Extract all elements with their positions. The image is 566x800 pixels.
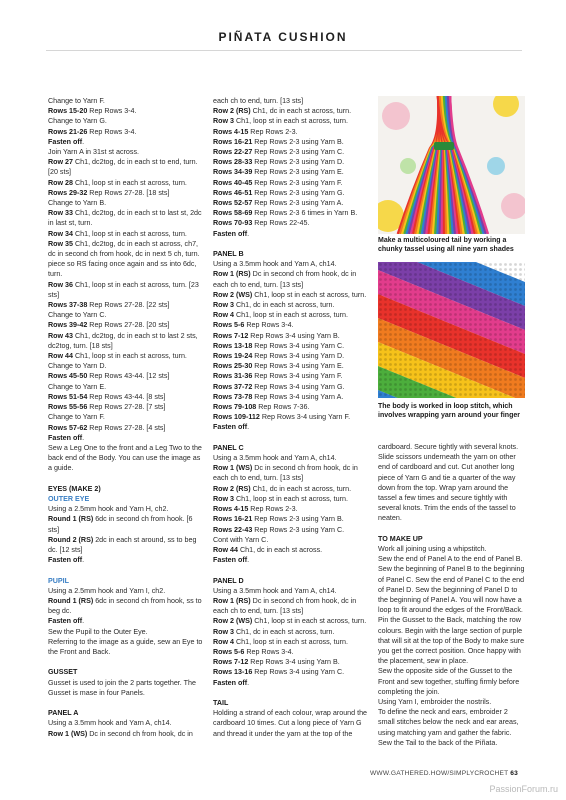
row-instruction: Ch1, dc2tog, dc in each st to last st, 2dc in last st, turn. xyxy=(48,209,202,228)
row-label: Rows 21-26 xyxy=(48,127,88,136)
row-instruction: Rep Rows 3-4 using Yarn F. xyxy=(252,372,343,381)
instruction-text: To define the neck and ears, embroider 2 small stitches below the neck and ear areas, using matching yarn and gather the fabric. xyxy=(378,708,519,737)
row-label: Rows 7-12 xyxy=(213,658,249,667)
row-label: Row 36 xyxy=(48,280,73,289)
instruction-text: Referring to the image as a guide, sew an Eye to the Front and Back. xyxy=(48,637,203,656)
pattern-row xyxy=(48,188,203,198)
pattern-row xyxy=(48,229,203,239)
pattern-row xyxy=(213,371,370,381)
paragraph-gap xyxy=(213,688,370,698)
pattern-row xyxy=(213,392,370,402)
pattern-row xyxy=(213,514,370,524)
pattern-row xyxy=(213,310,370,320)
paragraph-gap xyxy=(48,565,203,575)
row-label: Rows 4-15 xyxy=(213,505,249,514)
row-label: Rows 5-6 xyxy=(213,647,245,656)
row-label: Row 3 xyxy=(213,627,235,636)
watermark: PassionForum.ru xyxy=(489,784,558,794)
instruction-text: Change to Yarn C. xyxy=(48,311,107,320)
row-label: Fasten off xyxy=(213,678,248,687)
pattern-row xyxy=(213,116,370,126)
paragraph-gap xyxy=(213,239,370,249)
row-label: Rows 25-30 xyxy=(213,362,253,371)
pattern-row xyxy=(48,106,203,116)
row-label: Row 2 (WS) xyxy=(213,617,253,626)
row-instruction: Rep Rows 27-28. [18 sts] xyxy=(87,188,170,197)
pattern-row xyxy=(48,433,203,443)
row-instruction: Ch1, dc in each st across, turn. xyxy=(250,107,352,116)
row-label: Fasten off xyxy=(213,556,248,565)
row-instruction: Rep Rows 2-3. xyxy=(248,505,298,514)
pattern-row xyxy=(213,106,370,116)
pattern-row xyxy=(213,667,370,677)
row-label: Row 1 (WS) xyxy=(48,729,88,738)
row-label: Rows 28-33 xyxy=(213,158,253,167)
pattern-row xyxy=(213,504,370,514)
instruction-text: Sew the Tail to the back of the Piñata. xyxy=(378,738,498,747)
pattern-row xyxy=(48,137,203,147)
row-label: Rows 13-18 xyxy=(213,341,253,350)
row-instruction: Rep Rows 2-3 using Yarn C. xyxy=(252,525,345,534)
row-instruction: Rep Rows 3-4 using Yarn A. xyxy=(252,392,344,401)
instruction-text: Change to Yarn F. xyxy=(48,413,105,422)
row-label: Fasten off xyxy=(213,423,248,432)
instruction-text: Using a 2.5mm hook and Yarn H, ch2. xyxy=(48,505,169,514)
pattern-row xyxy=(48,127,203,137)
instruction-text: Change to Yarn B. xyxy=(48,199,107,208)
row-label: Rows 70-93 xyxy=(213,219,253,228)
row-label: Rows 13-16 xyxy=(213,668,253,677)
row-label: Row 3 xyxy=(213,494,235,503)
row-label: Fasten off xyxy=(48,433,83,442)
row-instruction: Ch1, loop st in each st across, turn. [23 sts] xyxy=(48,280,199,299)
section-heading: TO MAKE UP xyxy=(378,534,423,543)
row-instruction: . xyxy=(247,229,250,238)
row-instruction: Rep Rows 2-3 using Yarn G. xyxy=(252,188,345,197)
row-instruction: Ch1, dc2tog, dc in each st across, ch7, dc in second ch from hook, dc in next 5 ch, turn. piece so RS facing once again and ss into 6dc, turn. xyxy=(48,239,200,279)
pattern-row xyxy=(213,678,370,688)
sub-heading: OUTER EYE xyxy=(48,494,90,503)
row-label: Row 1 (RS) xyxy=(213,596,251,605)
row-instruction: Rep Rows 43-44. [12 sts] xyxy=(87,372,170,381)
row-label: Row 2 (WS) xyxy=(213,290,253,299)
row-label: Row 28 xyxy=(48,178,73,187)
row-label: Rows 22-43 xyxy=(213,525,253,534)
row-instruction: Rep Rows 22-45. xyxy=(252,219,310,228)
pattern-row xyxy=(48,371,203,381)
row-instruction: Ch1, dc in each st across. xyxy=(238,545,323,554)
pattern-row xyxy=(213,341,370,351)
paragraph-gap xyxy=(378,524,525,534)
row-instruction: . xyxy=(82,433,85,442)
pattern-row xyxy=(213,422,370,432)
row-instruction: Ch1, loop st in each st across, turn. xyxy=(234,494,348,503)
row-instruction: Rep Rows 2-3 using Yarn D. xyxy=(252,158,345,167)
pattern-row xyxy=(48,208,203,228)
pattern-row xyxy=(213,402,370,412)
pattern-row xyxy=(213,229,370,239)
pattern-row xyxy=(48,555,203,565)
row-label: Row 44 xyxy=(48,352,73,361)
row-label: Rows 58-69 xyxy=(213,209,253,218)
row-instruction: Ch1, loop st in each st across, turn. xyxy=(73,178,187,187)
pattern-row xyxy=(213,157,370,167)
row-instruction: Rep Rows 3-4 using Yarn E. xyxy=(252,362,344,371)
row-instruction: Rep Rows 3-4 using Yarn B. xyxy=(248,658,340,667)
row-label: Rows 45-50 xyxy=(48,372,88,381)
row-label: Rows 7-12 xyxy=(213,331,249,340)
row-label: Rows 39-42 xyxy=(48,321,88,330)
row-instruction: Ch1, loop st in each st across, turn. xyxy=(73,352,187,361)
tassel-photo xyxy=(378,96,525,234)
pattern-row xyxy=(213,637,370,647)
row-label: Row 4 xyxy=(213,311,235,320)
row-instruction: . xyxy=(82,617,85,626)
row-label: Rows 19-24 xyxy=(213,352,253,361)
row-instruction: Rep Rows 43-44. [8 sts] xyxy=(87,392,166,401)
pattern-row xyxy=(48,729,203,739)
pattern-row xyxy=(213,331,370,341)
instruction-text: Change to Yarn G. xyxy=(48,117,107,126)
instruction-text: Using a 2.5mm hook and Yarn I, ch2. xyxy=(48,586,166,595)
pattern-row xyxy=(213,545,370,555)
row-instruction: Rep Rows 27-28. [20 sts] xyxy=(87,321,170,330)
instruction-text: Change to Yarn D. xyxy=(48,362,107,371)
row-label: Fasten off xyxy=(213,229,248,238)
pattern-row xyxy=(48,514,203,534)
row-label: Round 1 (RS) xyxy=(48,515,94,524)
pattern-row xyxy=(213,198,370,208)
row-instruction: Ch1, loop st in each st across, turn. xyxy=(252,617,367,626)
row-instruction: Rep Rows 27-28. [4 sts] xyxy=(87,423,166,432)
pattern-row xyxy=(48,239,203,280)
row-label: Row 4 xyxy=(213,637,235,646)
paragraph-gap xyxy=(48,698,203,708)
row-instruction: Rep Rows 3-4. xyxy=(244,321,294,330)
row-instruction: Ch1, dc2tog, dc in each st to last 2 sts, dc2tog, turn. [18 sts] xyxy=(48,331,198,350)
row-label: Rows 57-62 xyxy=(48,423,88,432)
instruction-text: Sew the Pupil to the Outer Eye. xyxy=(48,627,148,636)
pattern-row xyxy=(213,351,370,361)
row-label: Row 3 xyxy=(213,301,235,310)
pattern-row xyxy=(213,463,370,483)
row-instruction: Rep Rows 7-36. xyxy=(256,403,310,412)
page-title: PIÑATA CUSHION xyxy=(218,30,348,44)
row-instruction: Rep Rows 3-4 using Yarn G. xyxy=(252,382,345,391)
instruction-text: Cont with Yarn C. xyxy=(213,535,269,544)
row-label: Round 2 (RS) xyxy=(48,535,94,544)
rainbow-stripes-illustration xyxy=(378,262,525,398)
row-label: Row 1 (WS) xyxy=(213,464,253,473)
row-instruction: . xyxy=(82,556,85,565)
pattern-row xyxy=(213,137,370,147)
row-instruction: Rep Rows 2-3 using Yarn C. xyxy=(252,148,345,157)
pattern-row xyxy=(213,178,370,188)
instruction-text: Using a 3.5mm hook and Yarn A, ch14. xyxy=(213,454,337,463)
row-instruction: Rep Rows 2-3. xyxy=(248,127,298,136)
pattern-row xyxy=(213,657,370,667)
instruction-text: Sew the opposite side of the Gusset to the Front and sew together, stuffing firmly before completing the join. xyxy=(378,667,520,696)
row-instruction: 6dc in second ch from hook. [6 sts] xyxy=(48,515,193,534)
row-label: Row 1 (RS) xyxy=(213,270,251,279)
row-instruction: Ch1, loop st in each st across, turn. xyxy=(234,637,348,646)
photo-caption-2: The body is worked in loop stitch, which involves wrapping yarn around your finger xyxy=(378,403,520,420)
pattern-row xyxy=(213,525,370,535)
section-heading: TAIL xyxy=(213,698,229,707)
pattern-row xyxy=(213,647,370,657)
row-instruction: Rep Rows 2-3 using Yarn B. xyxy=(252,137,344,146)
row-label: Rows 22-27 xyxy=(213,148,253,157)
footer-url: WWW.GATHERED.HOW/SIMPLYCROCHET xyxy=(369,770,509,777)
row-instruction: Dc in second ch from hook, dc in xyxy=(87,729,193,738)
row-label: Rows 16-21 xyxy=(213,137,253,146)
row-instruction: Ch1, dc in each st across, turn. xyxy=(234,627,335,636)
row-instruction: . xyxy=(247,556,250,565)
pattern-row xyxy=(213,147,370,157)
pattern-row xyxy=(48,178,203,188)
pattern-row xyxy=(48,331,203,351)
row-label: Rows 29-32 xyxy=(48,188,88,197)
row-instruction: Rep Rows 2-3 using Yarn E. xyxy=(252,168,344,177)
row-instruction: Ch1, dc in each st across, turn. xyxy=(234,301,335,310)
row-label: Row 35 xyxy=(48,239,73,248)
pattern-row xyxy=(213,218,370,228)
pattern-row xyxy=(48,535,203,555)
header-rule xyxy=(46,50,522,51)
section-heading: PANEL A xyxy=(48,709,79,718)
row-instruction: Rep Rows 3-4. xyxy=(87,127,137,136)
instruction-text: Using a 3.5mm hook and Yarn A, ch14. xyxy=(213,260,337,269)
instruction-text: each ch to end, turn. [13 sts] xyxy=(213,97,304,105)
footer xyxy=(370,770,518,777)
pattern-row xyxy=(213,596,370,616)
instruction-text: Sew the end of Panel A to the end of Panel B. Sew the beginning of Panel B to the beginning of Panel C. Sew the end of Panel C to the end of Panel D. Sew the beginning of Panel D to the beginning of Panel A. You will now have a loop to fit around the edges of the Front/Back. xyxy=(378,555,525,615)
row-instruction: Ch1, dc in each st across, turn. xyxy=(250,484,352,493)
row-label: Rows 73-78 xyxy=(213,392,253,401)
row-instruction: Rep Rows 2-3 using Yarn A. xyxy=(252,199,344,208)
text-column-1 xyxy=(48,96,203,739)
row-instruction: Rep Rows 3-4 using Yarn C. xyxy=(252,341,345,350)
row-instruction: Rep Rows 27-28. [22 sts] xyxy=(87,301,170,310)
instruction-text: Pin the Gusset to the Back, matching the row colours. Begin with the large section of purple that will sit at the top of the Body to make sure you get the correct position. Once happy with the placement, sew in place. xyxy=(378,616,525,666)
pattern-row xyxy=(48,392,203,402)
pattern-row xyxy=(213,494,370,504)
header-bar xyxy=(0,0,566,22)
row-instruction: Ch1, loop st in each st across, turn. xyxy=(252,290,367,299)
row-instruction: . xyxy=(82,137,85,146)
pattern-row xyxy=(213,361,370,371)
row-label: Rows 34-39 xyxy=(213,168,253,177)
row-label: Fasten off xyxy=(48,556,83,565)
pattern-row xyxy=(213,382,370,392)
row-label: Rows 15-20 xyxy=(48,107,88,116)
row-instruction: Rep Rows 3-4 using Yarn B. xyxy=(248,331,340,340)
pattern-row xyxy=(213,300,370,310)
instruction-text: Join Yarn A in 31st st across. xyxy=(48,148,140,157)
section-heading: PANEL D xyxy=(213,576,244,585)
row-label: Rows 4-15 xyxy=(213,127,249,136)
row-instruction: Rep Rows 3-4. xyxy=(87,107,137,116)
row-instruction: 2dc in each st around, ss to beg dc. [12 sts] xyxy=(48,535,197,554)
pattern-row xyxy=(48,280,203,300)
row-label: Rows 5-6 xyxy=(213,321,245,330)
instruction-text: Work all joining using a whipstitch. xyxy=(378,545,487,554)
row-instruction: Rep Rows 3-4 using Yarn F. xyxy=(259,413,351,422)
paragraph-gap xyxy=(213,433,370,443)
section-heading: GUSSET xyxy=(48,668,78,677)
pattern-row xyxy=(213,555,370,565)
row-instruction: Rep Rows 3-4. xyxy=(244,647,294,656)
row-label: Row 34 xyxy=(48,229,73,238)
loop-stitch-photo xyxy=(378,262,525,398)
instruction-text: Holding a strand of each colour, wrap around the cardboard 10 times. Cut a long piece of Yarn G and thread it under the yarn at the top of the xyxy=(213,709,368,738)
row-instruction: Ch1, dc2tog, dc in each st to end, turn. [20 sts] xyxy=(48,158,198,177)
instruction-text: Using a 3.5mm hook and Yarn A, ch14. xyxy=(48,719,172,728)
row-instruction: . xyxy=(247,678,250,687)
row-label: Rows 52-57 xyxy=(213,199,253,208)
paragraph-gap xyxy=(48,657,203,667)
row-instruction: 6dc in second ch from hook, ss to beg dc. xyxy=(48,596,202,616)
photo-caption-1: Make a multicoloured tail by working a chunky tassel using all nine yarn shades xyxy=(378,237,514,254)
pattern-row xyxy=(48,320,203,330)
pattern-row xyxy=(213,290,370,300)
row-instruction: Ch1, loop st in each st across, turn. xyxy=(73,229,187,238)
instruction-text: Sew a Leg One to the front and a Leg Two to the back end of the Body. You can use the image as a guide. xyxy=(48,443,202,473)
row-instruction: Rep Rows 2-3 using Yarn F. xyxy=(252,178,343,187)
paragraph-gap xyxy=(213,565,370,575)
row-label: Rows 16-21 xyxy=(213,515,253,524)
pattern-row xyxy=(48,157,203,177)
row-instruction: Rep Rows 3-4 using Yarn D. xyxy=(252,352,345,361)
row-label: Fasten off xyxy=(48,617,83,626)
row-instruction: Ch1, loop st in each st across, turn. xyxy=(234,311,348,320)
row-instruction: Dc in second ch from hook, dc in each ch to end, turn. [13 sts] xyxy=(213,270,357,289)
row-instruction: Rep Rows 2-3 using Yarn B. xyxy=(252,515,344,524)
sub-heading: PUPIL xyxy=(48,576,70,585)
row-label: Rows 109-112 xyxy=(213,413,260,422)
row-instruction: Ch1, loop st in each st across, turn. xyxy=(234,117,348,126)
row-label: Rows 46-51 xyxy=(213,188,253,197)
row-label: Row 44 xyxy=(213,545,238,554)
pattern-row xyxy=(213,208,370,218)
paragraph-gap xyxy=(48,474,203,484)
pattern-row xyxy=(213,269,370,289)
instruction-text: Using a 3.5mm hook and Yarn A, ch14. xyxy=(213,586,337,595)
pattern-row xyxy=(48,423,203,433)
row-label: Rows 40-45 xyxy=(213,178,253,187)
row-label: Rows 51-54 xyxy=(48,392,88,401)
row-label: Row 3 xyxy=(213,117,235,126)
tassel-illustration xyxy=(378,96,525,234)
row-instruction: Rep Rows 2-3 6 times in Yarn B. xyxy=(252,209,358,218)
row-label: Rows 37-72 xyxy=(213,382,253,391)
pattern-row xyxy=(213,484,370,494)
row-label: Row 2 (RS) xyxy=(213,107,251,116)
row-label: Row 27 xyxy=(48,158,73,167)
pattern-row xyxy=(213,127,370,137)
row-label: Fasten off xyxy=(48,137,83,146)
section-heading: EYES (MAKE 2) xyxy=(48,484,101,493)
pattern-row xyxy=(48,351,203,361)
row-label: Rows 37-38 xyxy=(48,301,88,310)
pattern-row xyxy=(213,616,370,626)
row-label: Row 2 (RS) xyxy=(213,484,251,493)
row-instruction: Dc in second ch from hook, dc in each ch to end, turn. [13 sts] xyxy=(213,596,357,616)
text-column-3 xyxy=(378,442,525,748)
pattern-row xyxy=(213,320,370,330)
text-column-2 xyxy=(213,96,370,739)
pattern-row xyxy=(48,300,203,310)
page-number: 63 xyxy=(510,770,518,777)
row-instruction: Rep Rows 3-4 using Yarn C. xyxy=(252,668,345,677)
row-label: Rows 55-56 xyxy=(48,403,88,412)
row-label: Rows 79-108 xyxy=(213,403,257,412)
row-instruction: Rep Rows 27-28. [7 sts] xyxy=(87,403,166,412)
instruction-text: Gusset is used to join the 2 parts together. The Gusset is mase in four Panels. xyxy=(48,678,196,697)
pattern-row xyxy=(213,188,370,198)
pattern-row xyxy=(213,167,370,177)
instruction-text: Using Yarn I, embroider the nostrils. xyxy=(378,698,492,707)
pattern-row xyxy=(213,412,370,422)
pattern-row xyxy=(48,616,203,626)
pattern-row xyxy=(48,402,203,412)
instruction-text: Change to Yarn F. xyxy=(48,97,105,105)
section-heading: PANEL C xyxy=(213,443,244,452)
row-instruction: . xyxy=(247,423,250,432)
row-label: Row 33 xyxy=(48,209,73,218)
row-label: Round 1 (RS) xyxy=(48,596,94,605)
instruction-text: cardboard. Secure tightly with several knots. Slide scissors underneath the yarn on other end of cardboard and cut. Cut another long piece of Yarn G and tie a quarter of the way down from the top. Wrap yarn around the tassel a few times and secure tightly with several knots. Trim the ends of the tassel to neaten. xyxy=(378,443,519,523)
row-instruction: Dc in second ch from hook, dc in each ch to end, turn. [13 sts] xyxy=(213,464,358,483)
instruction-text: Change to Yarn E. xyxy=(48,382,107,391)
row-label: Rows 31-36 xyxy=(213,372,253,381)
pattern-row xyxy=(48,596,203,616)
pattern-row xyxy=(213,627,370,637)
row-label: Row 43 xyxy=(48,331,73,340)
section-heading: PANEL B xyxy=(213,250,244,259)
